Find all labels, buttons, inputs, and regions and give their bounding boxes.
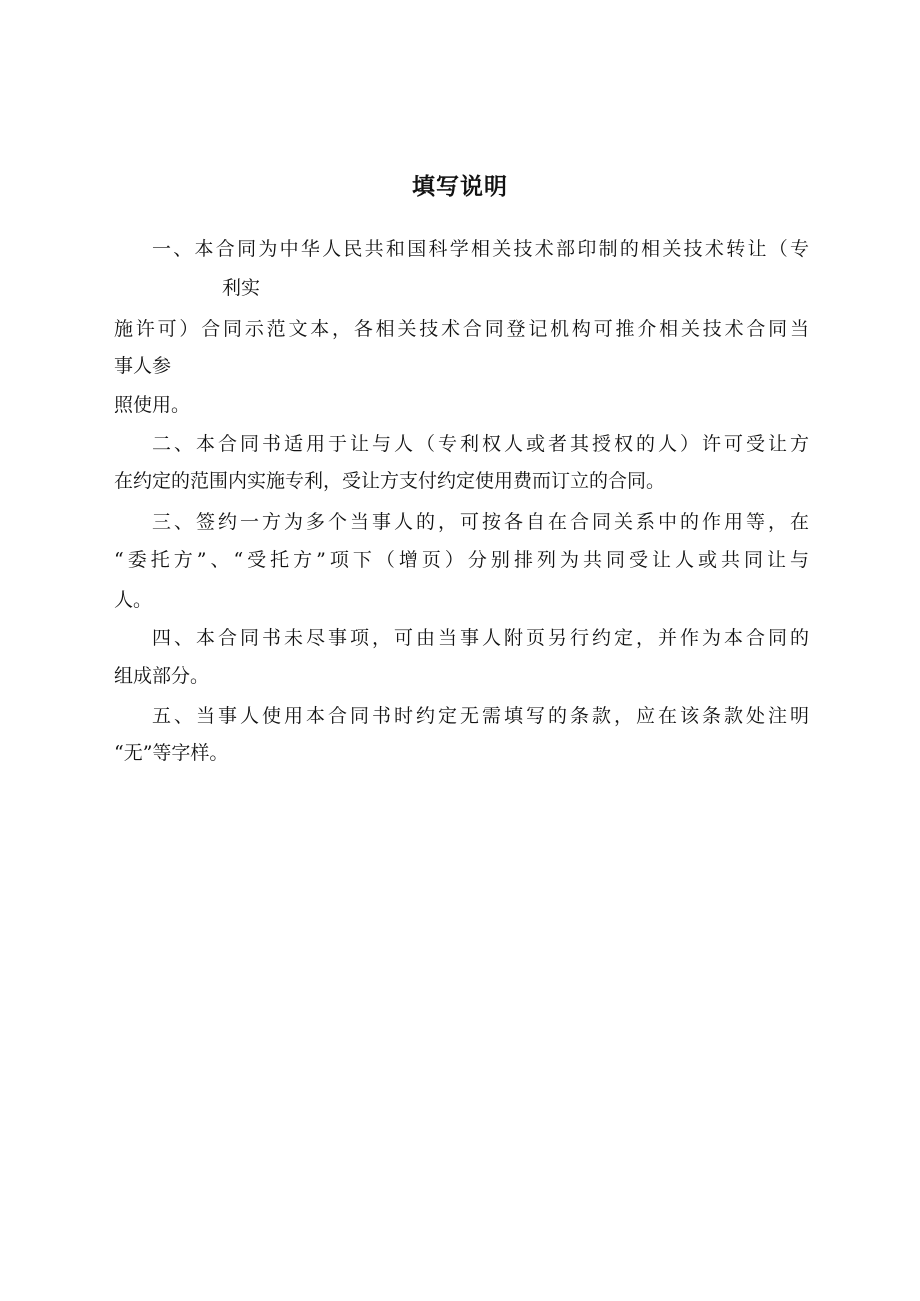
- paragraph-line: 四、本合同书未尽事项，可由当事人附页另行约定，并作为本合同的: [152, 627, 809, 649]
- paragraph-line: 五、当事人使用本合同书时约定无需填写的条款，应在该条款处注明: [152, 705, 809, 727]
- paragraph-line: 三、签约一方为多个当事人的，可按各自在合同关系中的作用等，在: [152, 511, 809, 533]
- paragraph-line: 事人参: [114, 355, 172, 377]
- paragraph-line: 照使用。: [114, 394, 191, 416]
- paragraph-line: 施许可）合同示范文本，各相关技术合同登记机构可推介相关技术合同当: [114, 318, 809, 340]
- paragraph-line: 在约定的范围内实施专利，受让方支付约定使用费而订立的合同。: [114, 470, 666, 492]
- paragraph-line: 二、本合同书适用于让与人（专利权人或者其授权的人）许可受让方: [152, 433, 809, 455]
- paragraph-line: “委托方”、“受托方”项下（增页）分别排列为共同受让人或共同让与: [114, 549, 809, 571]
- paragraph-line: 人。: [114, 589, 153, 611]
- paragraph-line: 利实: [222, 277, 261, 299]
- paragraph-line: “无”等字样。: [114, 742, 229, 764]
- paragraph-line: 一、本合同为中华人民共和国科学相关技术部印制的相关技术转让（专: [152, 238, 809, 260]
- paragraph-line: 组成部分。: [114, 665, 210, 687]
- page-title: 填写说明: [412, 174, 508, 200]
